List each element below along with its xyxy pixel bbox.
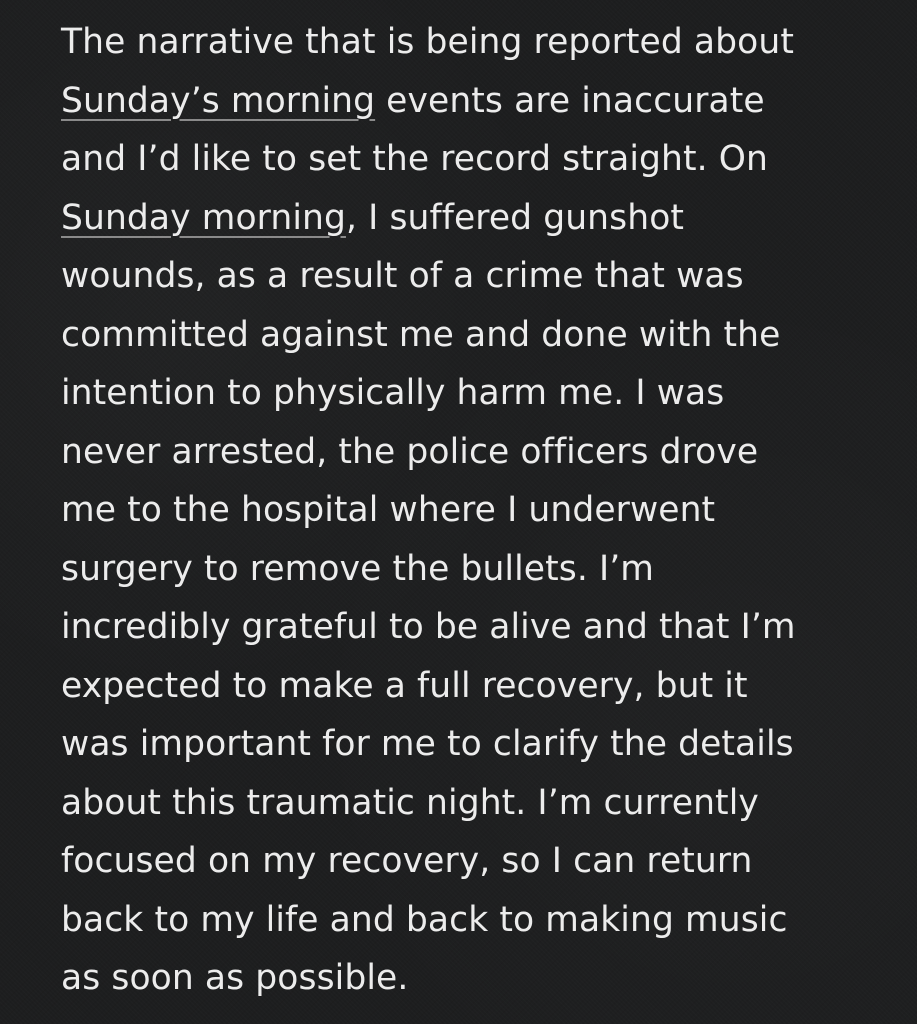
text-segment: , I suffered gunshot	[345, 197, 685, 238]
note-line-13	[61, 715, 901, 774]
text-segment: incredibly grateful to be alive and that I’m	[61, 607, 796, 647]
note-line-3	[61, 130, 901, 189]
text-segment: and I’d like to set the record straight. On	[61, 139, 769, 179]
date-link-sunday-morning[interactable]: Sunday morning	[61, 197, 346, 238]
note-line-7	[61, 364, 901, 423]
note-line-12	[61, 657, 901, 716]
note-line-1	[61, 13, 901, 72]
note-line-2	[61, 72, 901, 131]
note-body[interactable]	[61, 13, 901, 1008]
text-segment: as soon as possible.	[61, 958, 409, 998]
note-line-15	[61, 832, 901, 891]
note-line-10	[61, 540, 901, 599]
note-line-11	[61, 598, 901, 657]
text-segment: surgery to remove the bullets. I’m	[61, 548, 655, 589]
text-segment: events are inaccurate	[375, 80, 765, 121]
text-segment: expected to make a full recovery, but it	[61, 665, 748, 706]
note-line-14	[61, 774, 901, 833]
note-line-6	[61, 306, 901, 365]
note-line-5	[61, 247, 901, 306]
date-link-sundays-morning[interactable]: Sunday’s morning	[61, 80, 376, 121]
text-segment: never arrested, the police officers drove	[61, 431, 759, 472]
text-segment: intention to physically harm me. I was	[61, 373, 725, 413]
text-segment: wounds, as a result of a crime that was	[61, 256, 744, 296]
text-segment: committed against me and done with the	[61, 314, 781, 355]
note-line-9	[61, 481, 901, 540]
note-line-8	[61, 423, 901, 482]
text-segment: me to the hospital where I underwent	[61, 490, 716, 530]
note-line-4	[61, 189, 901, 248]
text-segment: The narrative that is being reported about	[61, 22, 794, 62]
text-segment: about this traumatic night. I’m currently	[61, 782, 759, 823]
text-segment: focused on my recovery, so I can return	[61, 841, 753, 881]
text-segment: back to my life and back to making music	[61, 899, 788, 940]
note-line-17	[61, 949, 901, 1008]
note-line-16	[61, 891, 901, 950]
text-segment: was important for me to clarify the details	[61, 724, 794, 764]
